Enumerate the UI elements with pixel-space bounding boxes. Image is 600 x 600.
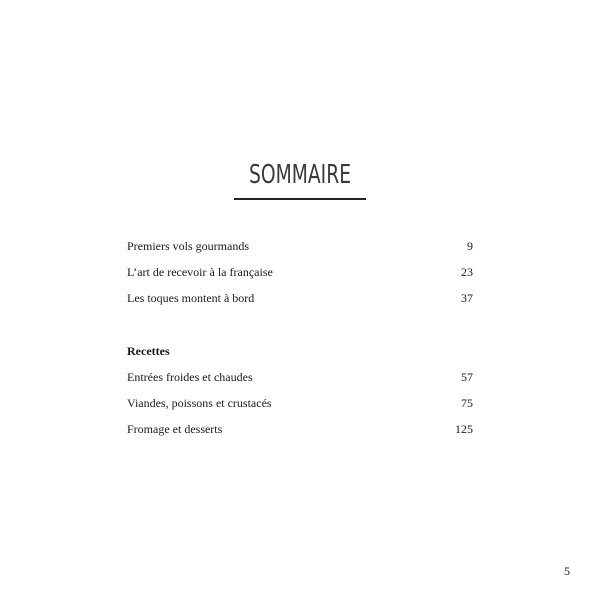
toc-entry (127, 395, 473, 421)
toc-entry (127, 264, 473, 290)
section-heading-recettes: Recettes (127, 344, 170, 358)
toc-entry-label: Fromage et desserts (127, 422, 223, 436)
toc-entry (127, 421, 473, 447)
toc-entry-page: 9 (467, 239, 473, 253)
toc-entry (127, 369, 473, 395)
toc-entry-page: 75 (461, 396, 473, 410)
title-underline (234, 198, 366, 200)
toc-entry-label: Viandes, poissons et crustacés (127, 396, 272, 410)
toc-entry-page: 125 (455, 422, 473, 436)
toc-entry-label: L’art de recevoir à la française (127, 265, 273, 279)
toc-entry-label: Les toques montent à bord (127, 291, 255, 305)
toc-recipes-list (127, 369, 473, 447)
toc-entry (127, 290, 473, 316)
toc-intro-list (127, 238, 473, 316)
toc-entry (127, 238, 473, 264)
toc-entry-label: Premiers vols gourmands (127, 239, 249, 253)
toc-entry-page: 57 (461, 370, 473, 384)
toc-entry-page: 23 (461, 265, 473, 279)
toc-entry-label: Entrées froides et chaudes (127, 370, 253, 384)
toc-entry-page: 37 (461, 291, 473, 305)
page-title: SOMMAIRE (248, 160, 352, 190)
page-number: 5 (564, 564, 570, 578)
